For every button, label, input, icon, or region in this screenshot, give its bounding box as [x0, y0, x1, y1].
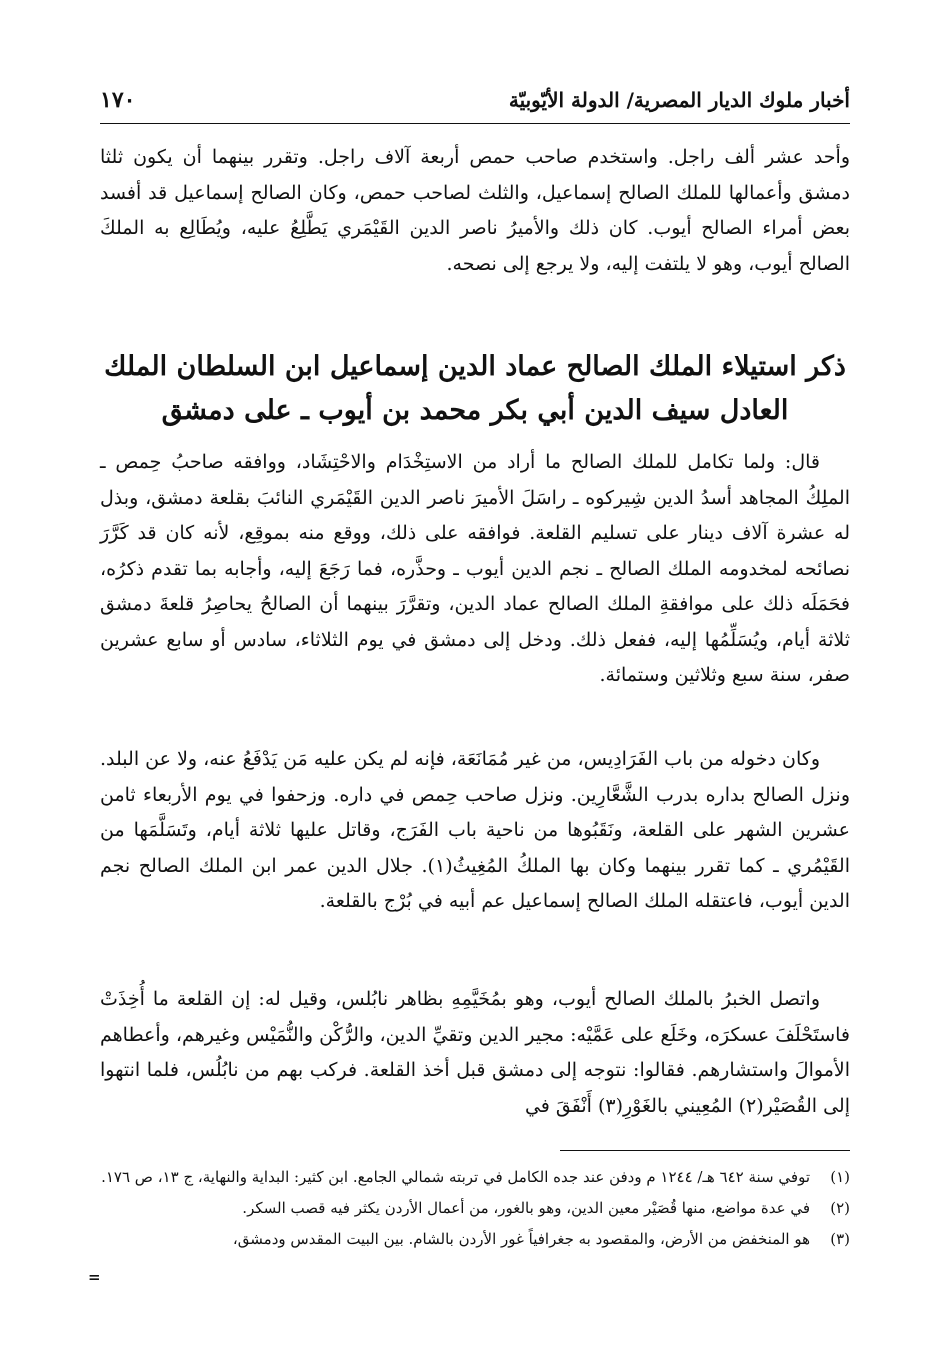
footnote	[100, 1194, 850, 1223]
running-title: أخبار ملوك الديار المصرية/ الدولة الأيّوبيّة	[508, 88, 850, 112]
footnote-rule	[560, 1150, 850, 1151]
footnote-number: (١)	[830, 1168, 850, 1186]
footnote-number: (٢)	[830, 1199, 850, 1217]
paragraph-text: قال: ولما تكامل للملك الصالح ما أراد من الاستِخْدَام والاحْتِشَاد، ووافقه صاحبُ حِمص ـ الملِكُ المجاهد أسدُ الدين شِيركوه ـ راسَلَ الأميرَ ناصر الدين القَيْمَري النائبَ بقلعة دمشق، وبذل له عشرة آلاف دينار على تسليم القلعة. فوافقه على ذلك، ووقع منه بموقِع، لأنه كان قد كَرَّرَ نصائحه لمخدومه الملك الصالح ـ نجم الدين أيوب ـ وحذَّره، فما رَجَعَ إليه، وأجابه بما تقدم ذكرُه، فحَمَلَه ذلك على موافقةِ الملك الصالح عماد الدين، وتقرَّرَ بينهما أن الصالحُ يحاصِرُ قلعةَ دمشق ثلاثة أيام، ويُسَلِّمُها إليه، ففعل ذلك. ودخل إلى دمشق في يوم الثلاثاء، سادس أو سابع عشرين صفر، سنة سبع وثلاثين وستمائة.	[100, 451, 850, 686]
footnote	[100, 1163, 850, 1192]
paragraph-continued	[100, 140, 850, 282]
footnote-text: في عدة مواضع، منها قُصَيْر معين الدين، وهو بالغور، من أعمال الأردن يكثر فيه قصب السكر.	[242, 1199, 810, 1217]
section-heading	[100, 345, 850, 433]
paragraph-text: وأحد عشر ألف راجل. واستخدم صاحب حمص أربعة آلاف راجل. وتقرر بينهما أن يكون ثلثا دمشق وأعمالها للملك الصالح إسماعيل، والثلث لصاحب حمص، وكان الصالح إسماعيل قد أفسد بعض أمراء الصالح أيوب. كان ذلك والأميرُ ناصر الدين القَيْمَري يَطَّلِعُ عليه، ويُطَالِع به الملكَ الصالح أيوب، وهو لا يلتفت إليه، ولا يرجع إلى نصحه.	[100, 146, 850, 275]
footnote	[100, 1225, 850, 1254]
section-heading-line-2: العادل سيف الدين أبي بكر محمد بن أيوب ـ على دمشق	[161, 395, 789, 426]
paragraph	[100, 982, 850, 1124]
header-rule	[100, 123, 850, 124]
paragraph-text: وكان دخوله من باب الفَرَادِيس، من غير مُمَانَعَة، فإنه لم يكن عليه مَن يَدْفَعُ عنه، ولا عن البلد. ونزل الصالح بداره بدرب الشَّعَّارِين. ونزل صاحب حِمص في داره. وزحفوا في يوم الأربعاء ثامن عشرين الشهر على القلعة، ونَقَبُوها من ناحية باب الفَرَج، وقاتل عليها ثلاثة أيام، وتَسَلَّمَها من القَيْمُري ـ كما تقرر بينهما وكان بها الملكُ المُغِيثُ(١). جلال الدين عمر ابن الملك الصالح نجم الدين أيوب، فاعتقله الملك الصالح إسماعيل عم أبيه في بُرْج بالقلعة.	[100, 748, 850, 912]
running-head	[100, 80, 850, 120]
footnote-number: (٣)	[830, 1230, 850, 1248]
footnote-text: هو المنخفض من الأرض، والمقصود به جغرافياً غور الأردن بالشام. بين البيت المقدس ودمشق،	[232, 1230, 810, 1248]
page-number: ١٧٠	[100, 87, 136, 113]
section-heading-line-1: ذكر استيلاء الملك الصالح عماد الدين إسماعيل ابن السلطان الملك	[104, 351, 846, 382]
continuation-mark: =	[88, 1268, 101, 1286]
footnote-text: توفي سنة ٦٤٢ هـ/ ١٢٤٤ م ودفن عند جده الكامل في تربته شمالي الجامع. ابن كثير: البداية والنهاية، ج ١٣، ص ١٧٦.	[101, 1168, 810, 1186]
footnotes	[100, 1163, 850, 1256]
paragraph	[100, 445, 850, 694]
paragraph-text: واتصل الخبرُ بالملك الصالح أيوب، وهو بمُخَيَّمِهِ بظاهر نابُلس، وقيل له: إن القلعة ما أُخِذَتْ فاستَحْلَفَ عسكرَه، وخَلَع على عَمَّيْه: مجير الدين وتقيِّ الدين، والرُّكْن والنُّمَيْس وغيرهم، وأعطاهم الأموالَ واستشارهم. فقالوا: نتوجه إلى دمشق قبل أخذ القلعة. فركب بهم من نابُلُس، فلما انتهوا إلى القُصَيْر(٢) المُعِيني بالغَوْرِ(٣) أَنْفَقَ في	[100, 988, 850, 1117]
paragraph	[100, 742, 850, 920]
